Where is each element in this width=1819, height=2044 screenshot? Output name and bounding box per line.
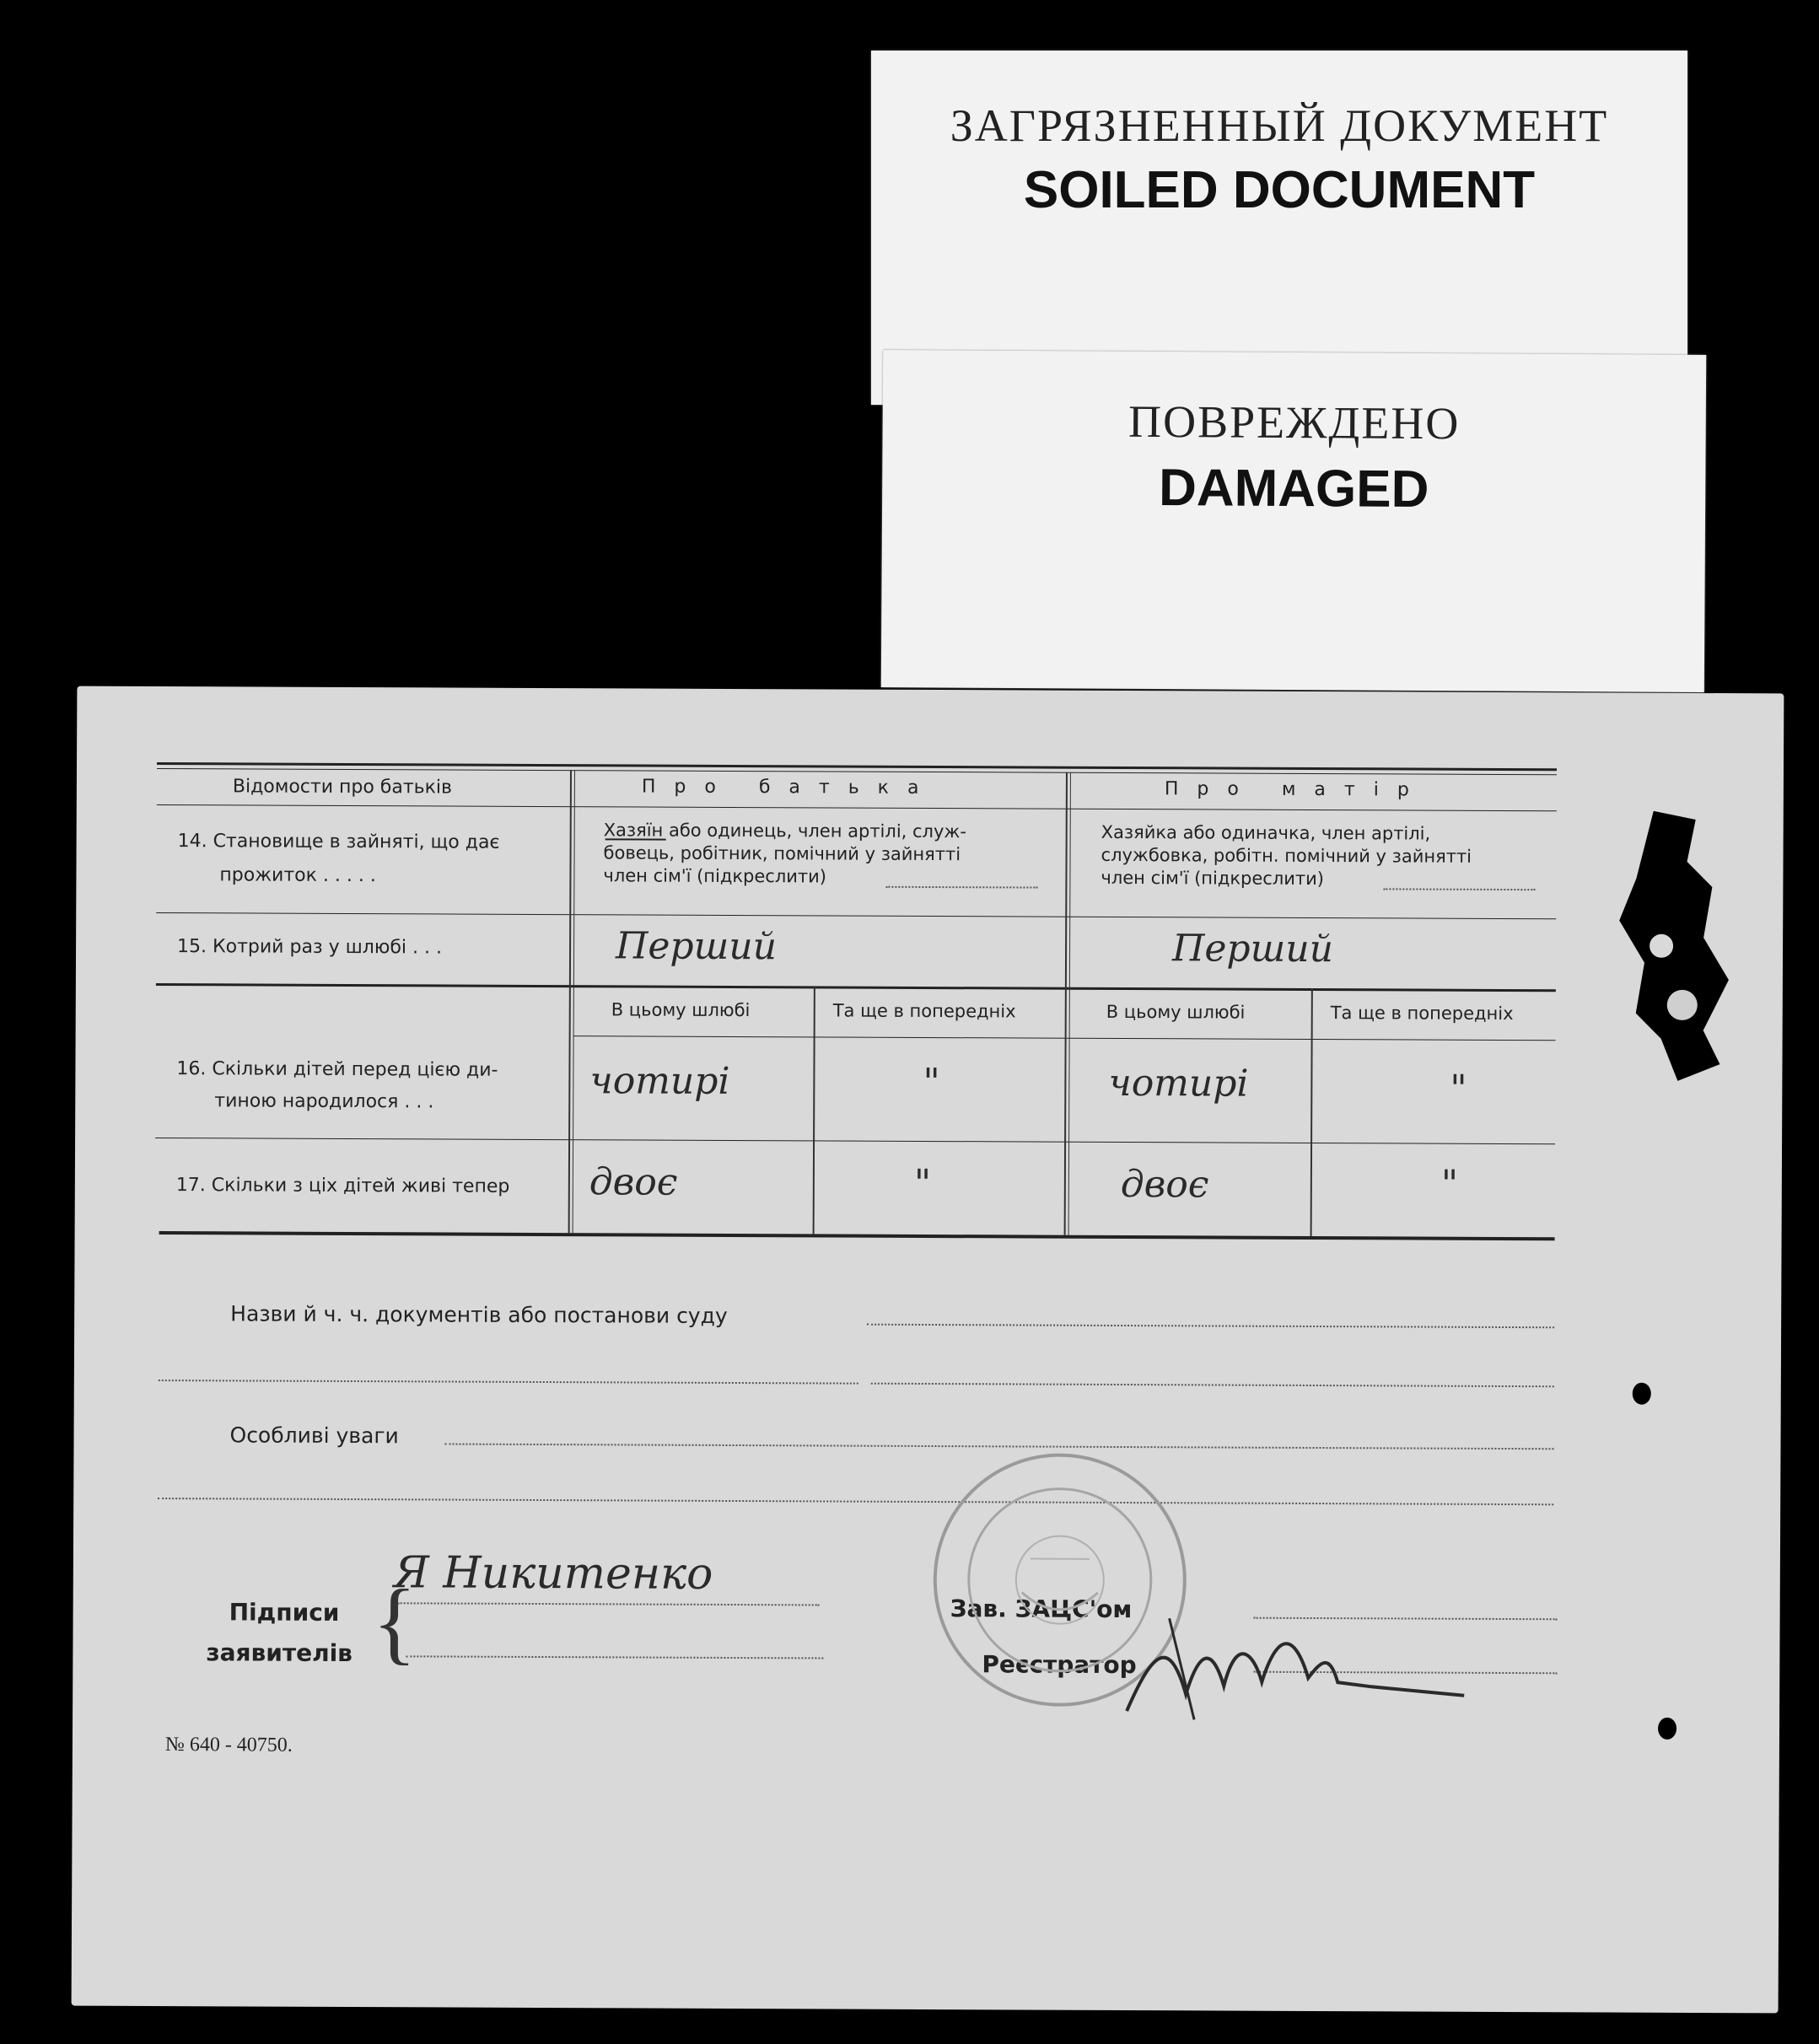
header-about-mother: Про матір bbox=[1164, 778, 1428, 801]
signatures-label: Підписи bbox=[229, 1598, 340, 1627]
row14-mother-options-3: член сім'ї (підкреслити) bbox=[1101, 867, 1325, 890]
applicant-signature-line-2 bbox=[406, 1655, 823, 1659]
row14-mother-dots bbox=[1383, 888, 1535, 890]
row14-bottom-rule bbox=[156, 912, 1556, 919]
row15-father-value: Перший bbox=[615, 924, 778, 969]
row16-father-this: чотирі bbox=[589, 1059, 730, 1103]
applicant-signature: Я Никитенко bbox=[393, 1547, 713, 1600]
head-of-registry-label: Зав. ЗАЦС'ом bbox=[950, 1595, 1133, 1624]
applicant-signature-line-1 bbox=[398, 1602, 820, 1606]
punch-hole-1 bbox=[1633, 1383, 1651, 1405]
row14-label-cont: прожиток . . . . . bbox=[219, 864, 376, 887]
row16-mother-this: чотирі bbox=[1108, 1061, 1249, 1105]
row15-label: 15. Котрий раз у шлюбі . . . bbox=[177, 936, 443, 959]
row17-mother-prev: " bbox=[1440, 1162, 1459, 1206]
damaged-document-label bbox=[881, 350, 1706, 692]
header-bottom-rule bbox=[157, 804, 1557, 811]
col-divider-2 bbox=[1064, 772, 1068, 1235]
underline-khazyain bbox=[605, 838, 666, 840]
damaged-label-en: DAMAGED bbox=[1158, 459, 1429, 519]
subheader-father-this: В цьому шлюбі bbox=[611, 999, 751, 1021]
registrar-signature-scribble bbox=[1118, 1601, 1473, 1729]
row16-label: 16. Скільки дітей перед цією ди- bbox=[176, 1058, 498, 1081]
col-divider-1b bbox=[573, 770, 575, 1233]
row15-mother-value: Перший bbox=[1171, 927, 1334, 971]
row15-bottom-rule bbox=[156, 983, 1556, 992]
documents-label: Назви й ч. ч. документів або постанови суду bbox=[230, 1301, 728, 1328]
torn-edge-damage bbox=[1601, 810, 1737, 1081]
row17-father-this: двоє bbox=[589, 1160, 678, 1204]
row17-mother-this: двоє bbox=[1120, 1162, 1209, 1207]
header-about-father: Про батька bbox=[641, 776, 938, 799]
row17-father-prev: " bbox=[913, 1161, 932, 1206]
registration-form-sheet bbox=[72, 686, 1784, 2014]
damaged-label-ru: ПОВРЕЖДЕНО bbox=[1127, 395, 1461, 449]
row14-father-options-3: член сім'ї (підкреслити) bbox=[603, 865, 827, 887]
row14-label: 14. Становище в зайняті, що дає bbox=[177, 831, 500, 853]
notes-dots-2 bbox=[158, 1498, 1553, 1505]
table-bottom-rule bbox=[159, 1231, 1555, 1240]
mother-subcol-divider bbox=[1310, 988, 1313, 1236]
documents-dots-3 bbox=[871, 1383, 1554, 1388]
subheader-father-prev: Та ще в попередніх bbox=[832, 1000, 1016, 1022]
row16-bottom-rule bbox=[155, 1138, 1555, 1144]
father-subcol-divider bbox=[813, 986, 815, 1234]
form-number: № 640 - 40750. bbox=[164, 1734, 293, 1756]
documents-dots-1 bbox=[867, 1324, 1554, 1329]
soiled-label-ru: ЗАГРЯЗНЕННЫЙ ДОКУМЕНТ bbox=[950, 100, 1609, 151]
row14-father-dots bbox=[885, 886, 1037, 889]
registrar-label: Реєстратор bbox=[982, 1650, 1137, 1680]
row16-father-prev: " bbox=[923, 1060, 940, 1105]
row16-mother-prev: " bbox=[1450, 1067, 1467, 1111]
notes-label: Особливі уваги bbox=[229, 1423, 399, 1449]
row14-father-options-2: бовець, робітник, помічний у зайнятті bbox=[603, 842, 961, 865]
row14-father-options: Хазяїн або одинець, член артілі, служ- bbox=[603, 820, 966, 842]
punch-hole-2 bbox=[1658, 1718, 1676, 1740]
subheader-mother-this: В цьому шлюбі bbox=[1106, 1001, 1246, 1023]
col-divider-1 bbox=[568, 770, 572, 1233]
documents-dots-2 bbox=[159, 1380, 858, 1385]
header-parents-info: Відомости про батьків bbox=[232, 776, 453, 799]
row17-label: 17. Скільки з ціх дітей живі тепер bbox=[175, 1175, 510, 1197]
soiled-label-en: SOILED DOCUMENT bbox=[1023, 161, 1536, 219]
row14-mother-options: Хазяйка або одиначка, член артілі, bbox=[1101, 821, 1431, 844]
signatures-brace: { bbox=[372, 1570, 417, 1674]
subheader-mother-prev: Та ще в попередніх bbox=[1330, 1003, 1514, 1025]
col-divider-2b bbox=[1068, 772, 1071, 1235]
row14-mother-options-2: службовка, робітн. помічний у зайнятті bbox=[1101, 844, 1472, 867]
signatures-label-cont: заявителів bbox=[206, 1638, 353, 1668]
row16-label-cont: тиною народилося . . . bbox=[214, 1090, 434, 1113]
